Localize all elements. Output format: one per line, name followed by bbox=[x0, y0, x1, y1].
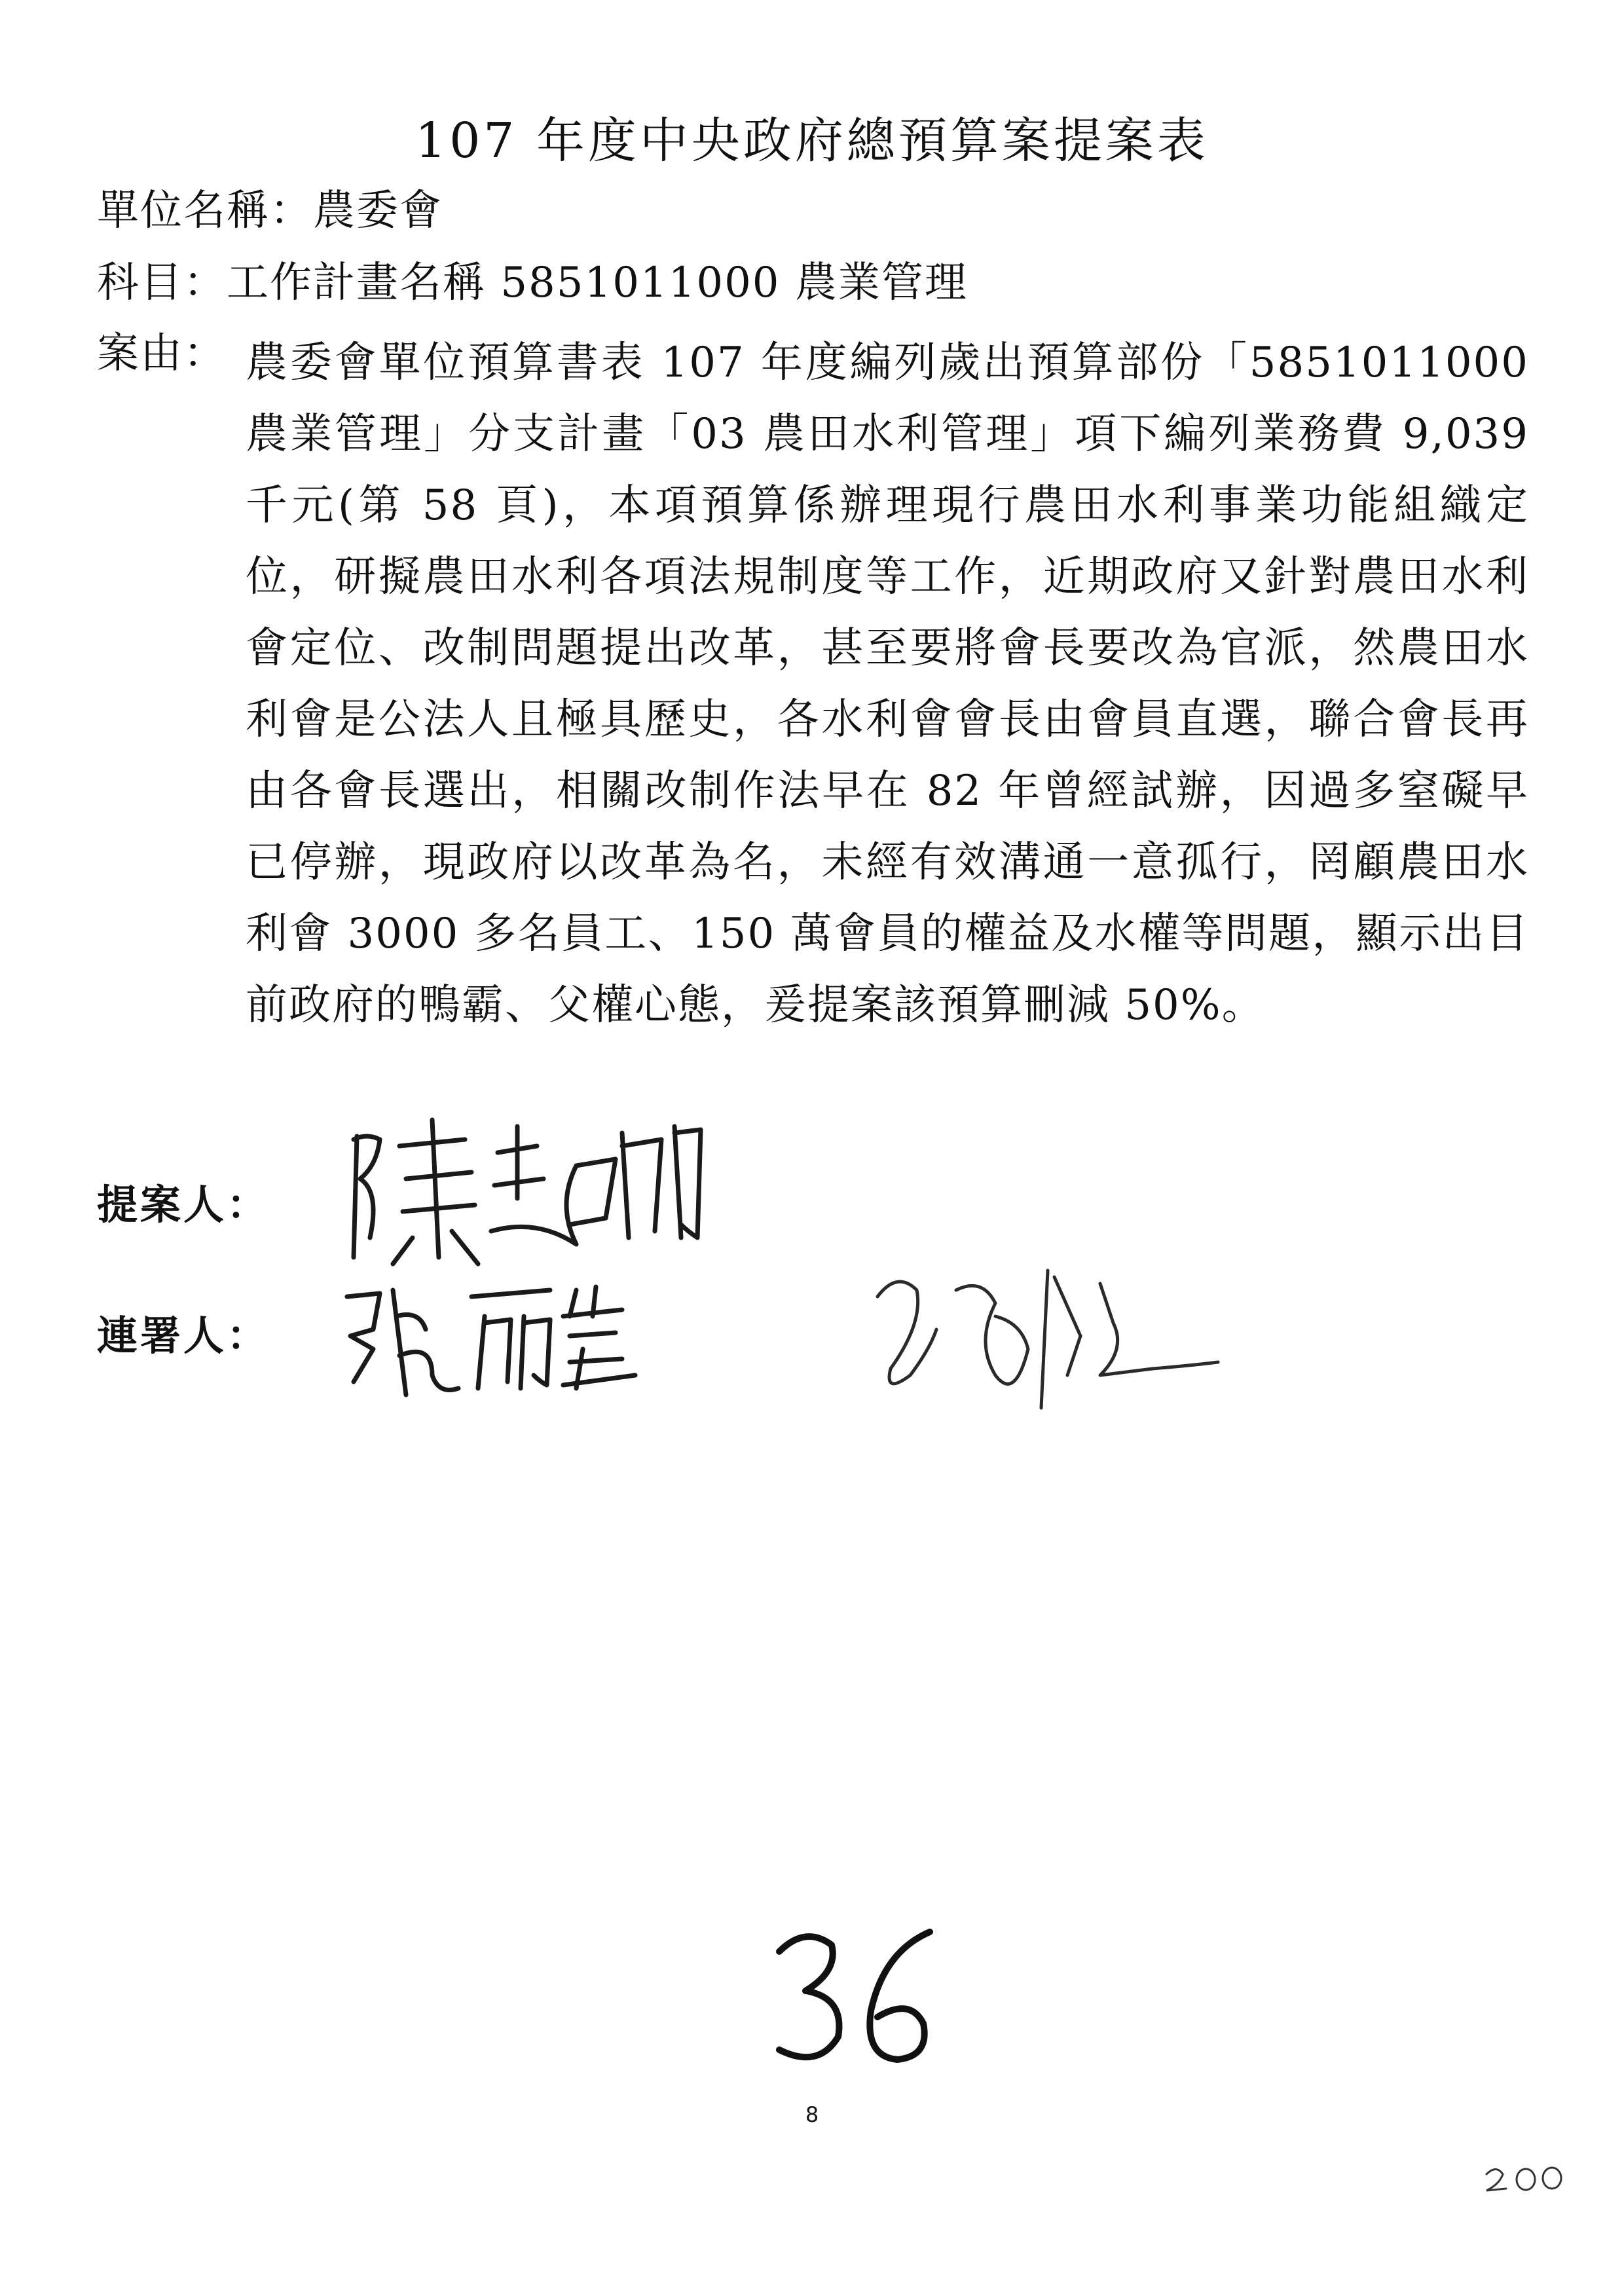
proposer-label: 提案人： bbox=[97, 1181, 270, 1229]
document-title: 107 年度中央政府總預算案提案表 bbox=[415, 113, 1209, 169]
cosigner-signature-2 bbox=[864, 1244, 1231, 1441]
page-number: 8 bbox=[805, 2102, 819, 2127]
handwritten-number-text: 36 bbox=[766, 1912, 767, 1913]
corner-handwritten-mark bbox=[1480, 2155, 1578, 2200]
subject-line: 科目：工作計畫名稱 5851011000 農業管理 bbox=[97, 259, 968, 307]
unit-name-line: 單位名稱：農委會 bbox=[97, 187, 443, 235]
reason-label: 案由： bbox=[97, 329, 227, 378]
cosigner-signature-1 bbox=[334, 1277, 701, 1408]
handwritten-number bbox=[766, 1912, 963, 2083]
reason-text: 農委會單位預算書表 107 年度編列歲出預算部份「5851011000 農業管理」分支計畫「03 農田水利管理」項下編列業務費 9,039 千元(第 58 頁)，本項預算係辦理現行農田水利事業功能組織定位，研擬農田水利各項法規制度等工作，近期政府又針對農田水利會定位、改制問題提出改革，甚至要將會長要改為官派，然農田水利會是公法人且極具歷史，各水利會會長由會員直選，聯合會長再由各會長選出，相關改制作法早在 82 年曾經試辦，因過多窒礙早已停辦，現政府以改革為名，未經有效溝通一意孤行，罔顧農田水利會 3000 多名員工、150 萬會員的權益及水權等問題，顯示出目前政府的鴨霸、父權心態，爰提案該預算刪減 50%。 bbox=[246, 339, 1529, 1029]
proposer-signature bbox=[341, 1107, 707, 1277]
cosigner-label: 連署人： bbox=[97, 1312, 270, 1360]
